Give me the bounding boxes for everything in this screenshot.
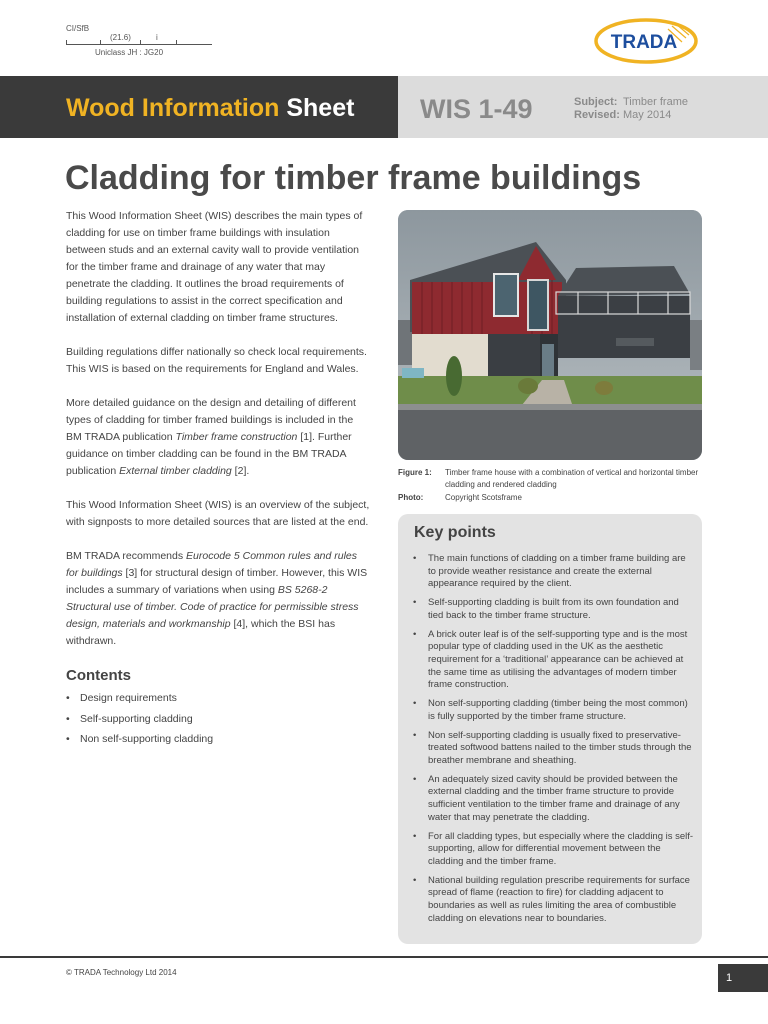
contents-item[interactable]: • Non self-supporting cladding (66, 729, 371, 750)
footer-rule (0, 956, 768, 958)
key-point-item: • Non self-supporting cladding (timber being the most common) is fully supported by the timber frame structure. (412, 698, 694, 723)
publication-title: External timber cladding (119, 465, 232, 477)
wis-number: WIS 1-49 (420, 94, 533, 124)
key-points-heading: Key points (414, 524, 496, 541)
revised-value: May 2014 (623, 109, 672, 121)
photo-credit: Copyright Scotsframe (445, 493, 522, 502)
classification-tick (176, 40, 177, 44)
cisfb-code: (21.6) (110, 33, 131, 42)
key-point-item: • National building regulation prescribe requirements for surface spread of flame (reaction to fire) for cladding adjacent to boundaries as well as rules limiting the area of combustible cladding on elevations near to boundaries. (412, 875, 694, 925)
key-point-item: • A brick outer leaf is of the self-supporting type and is the most popular type of cladding used in the UK as the aesthetic requirement for a ‘traditional’ appearance can be achieved at the same time as utilising the advantages of modern timber frame construction. (412, 629, 694, 692)
document-title: Cladding for timber frame buildings (65, 159, 642, 197)
intro-paragraph: BM TRADA recommends Eurocode 5 Common rules and rules for buildings [3] for structural design of timber. However, this WIS includes a summary of variations when using BS 5268-2 Structural use of timber. Code of practice for permissible stress design, materials and workmanship [4], which the BSI has withdrawn. (66, 550, 368, 647)
page-number: 1 (718, 964, 768, 992)
key-point-item: • The main functions of cladding on a timber frame building are to provide weather resistance and create the external appearance required by the client. (412, 553, 694, 591)
classification-rule (66, 44, 212, 45)
house-photo (398, 210, 702, 460)
key-point-item: • Non self-supporting cladding is usually fixed to preservative-treated softwood battens nailed to the timber studs through the breather membrane and sheathing. (412, 730, 694, 768)
contents-heading: Contents (66, 667, 131, 684)
photo-label: Photo: (398, 493, 424, 502)
contents-item[interactable]: • Self-supporting cladding (66, 709, 371, 730)
logo-wordmark: TRADA (610, 32, 678, 53)
cisfb-label: CI/SfB (66, 24, 90, 33)
copyright-notice: © TRADA Technology Ltd 2014 (66, 968, 177, 977)
classification-tick (140, 40, 141, 44)
key-points-list (412, 553, 694, 932)
intro-paragraph: More detailed guidance on the design and detailing of different types of cladding for timber framed buildings is included in the BM TRADA publication Timber frame construction [1]. Further guidance on timber cladding can be found in the BM TRADA publication External timber cladding [2]. (66, 397, 356, 477)
series-title (66, 92, 354, 124)
intro-column (66, 208, 371, 750)
classification-tick (100, 40, 101, 44)
uniclass-code: Uniclass JH : JG20 (95, 48, 164, 57)
figure-caption: Timber frame house with a combination of vertical and horizontal timber cladding and rendered cladding (445, 468, 699, 489)
standard-title: BS 5268-2 Structural use of timber. Code of practice for permissible stress design, materials and workmanship (66, 584, 359, 630)
subject-label: Subject: (574, 96, 618, 108)
series-title-highlight: Wood Information (66, 94, 280, 122)
subject-value: Timber frame (623, 96, 688, 108)
key-point-item: • For all cladding types, but especially where the cladding is self-supporting, allow for differential movement between the cladding and the timber frame. (412, 831, 694, 869)
intro-paragraph: This Wood Information Sheet (WIS) describes the main types of cladding for use on timber frame buildings with insulation between studs and an external cavity wall to provide ventilation for the timber frame and drainage of any water that may penetrate the cladding. It outlines the broad requirements of building regulations to assist in the correct specification and installation of external cladding on timber frame structures. (66, 210, 363, 324)
classification-tick (66, 40, 67, 44)
cisfb-suffix: i (156, 33, 158, 42)
contents-item[interactable]: • Design requirements (66, 688, 371, 709)
intro-paragraph: This Wood Information Sheet (WIS) is an overview of the subject, with signposts to more detailed sources that are listed at the end. (66, 499, 370, 528)
revised-label: Revised: (574, 109, 620, 121)
intro-paragraph: Building regulations differ nationally so check local requirements. This WIS is based on the requirements for England and Wales. (66, 346, 367, 375)
contents-list (66, 688, 371, 750)
trada-logo[interactable] (594, 16, 700, 66)
publication-title: Timber frame construction (175, 431, 298, 443)
key-point-item: • Self-supporting cladding is built from its own foundation and tied back to the timber frame structure. (412, 597, 694, 622)
key-point-item: • An adequately sized cavity should be provided between the external cladding and the timber frame structure to provide sufficient ventilation to the timber frame and drainage of any water that may penetrate the cladding. (412, 774, 694, 824)
series-title-sheet: Sheet (286, 94, 355, 122)
figure-label: Figure 1: (398, 468, 432, 477)
standard-title: Eurocode 5 Common rules and rules for buildings (66, 550, 358, 579)
